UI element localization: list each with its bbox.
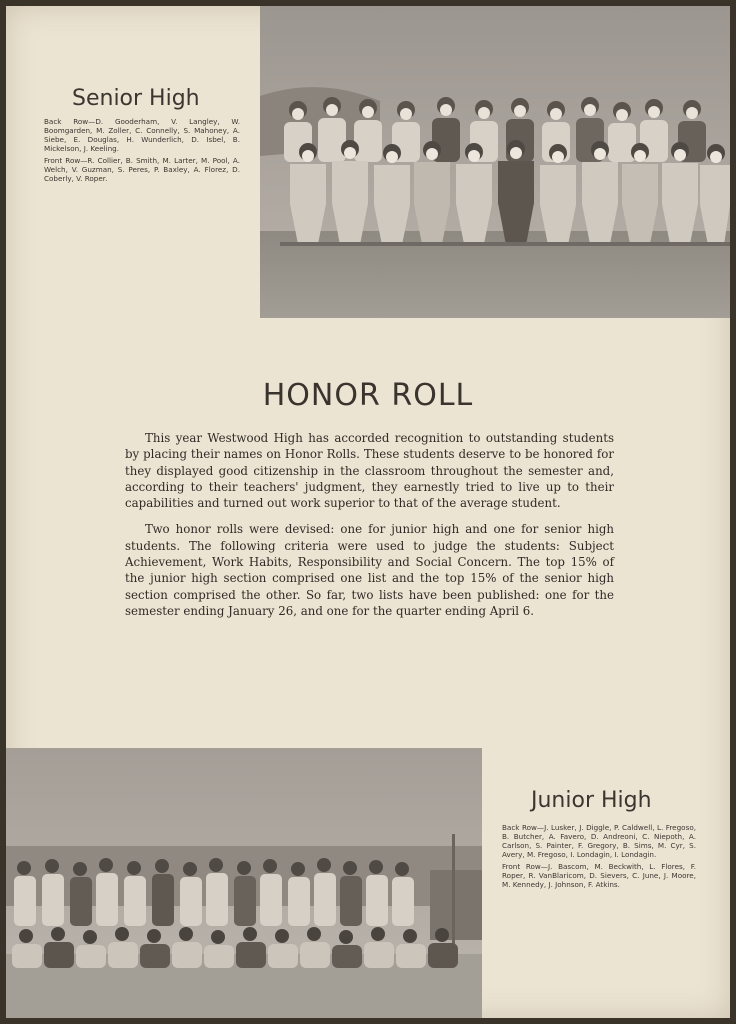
honor-roll-body [125, 430, 614, 629]
senior-high-names [44, 117, 240, 186]
junior-high-group-photo [6, 748, 482, 1018]
junior-back-row: Back Row—J. Lusker, J. Diggle, P. Caldwell, L. Fregoso, B. Butcher, A. Favero, D. Andreoni, C. Niepoth, A. Carlson, S. Painter, F. Gregory, B. Sims, M. Cyr, S. Avery, M. Fregoso, I. Londagin, I. Londagin. [502, 823, 696, 859]
senior-back-row: Back Row—D. Gooderham, V. Langley, W. Boomgarden, M. Zoller, C. Connelly, S. Mahoney, A. Siebe, E. Douglas, H. Wunderlich, D. Isbel, B. Mickelson, J. Keeling. [44, 117, 240, 153]
honor-roll-paragraph-1: This year Westwood High has accorded recognition to outstanding students by placing their names on Honor Rolls. These students deserve to be honored for they displayed good citizenship in the classroom throughout the semester and, according to their teachers' judgment, they earnestly tried to live up to their capabilities and turned out work superior to that of the average student. [125, 431, 614, 511]
senior-high-title: Senior High [72, 86, 200, 111]
junior-front-row: Front Row—J. Bascom, M. Beckwith, L. Flores, F. Roper, R. VanBlaricom, D. Sievers, C. June, J. Moore, M. Kennedy, J. Johnson, F. Atkins. [502, 862, 696, 889]
honor-roll-paragraph-2: Two honor rolls were devised: one for junior high and one for senior high students. The following criteria were used to judge the students: Subject Achievement, Work Habits, Responsibility and Social Concern. The top 15% of the junior high section comprised one list and the top 15% of the senior high section comprised the other. So far, two lists have been published: one for the semester ending January 26, and one for the quarter ending April 6. [125, 522, 614, 618]
junior-high-title: Junior High [531, 788, 652, 813]
junior-high-names [502, 823, 696, 892]
senior-high-group-photo [260, 6, 730, 318]
senior-front-row: Front Row—R. Collier, B. Smith, M. Larter, M. Pool, A. Welch, V. Guzman, S. Peres, P. Baxley, A. Florez, D. Coberly, V. Roper. [44, 156, 240, 183]
honor-roll-heading: HONOR ROLL [262, 378, 474, 413]
yearbook-page [6, 6, 730, 1018]
